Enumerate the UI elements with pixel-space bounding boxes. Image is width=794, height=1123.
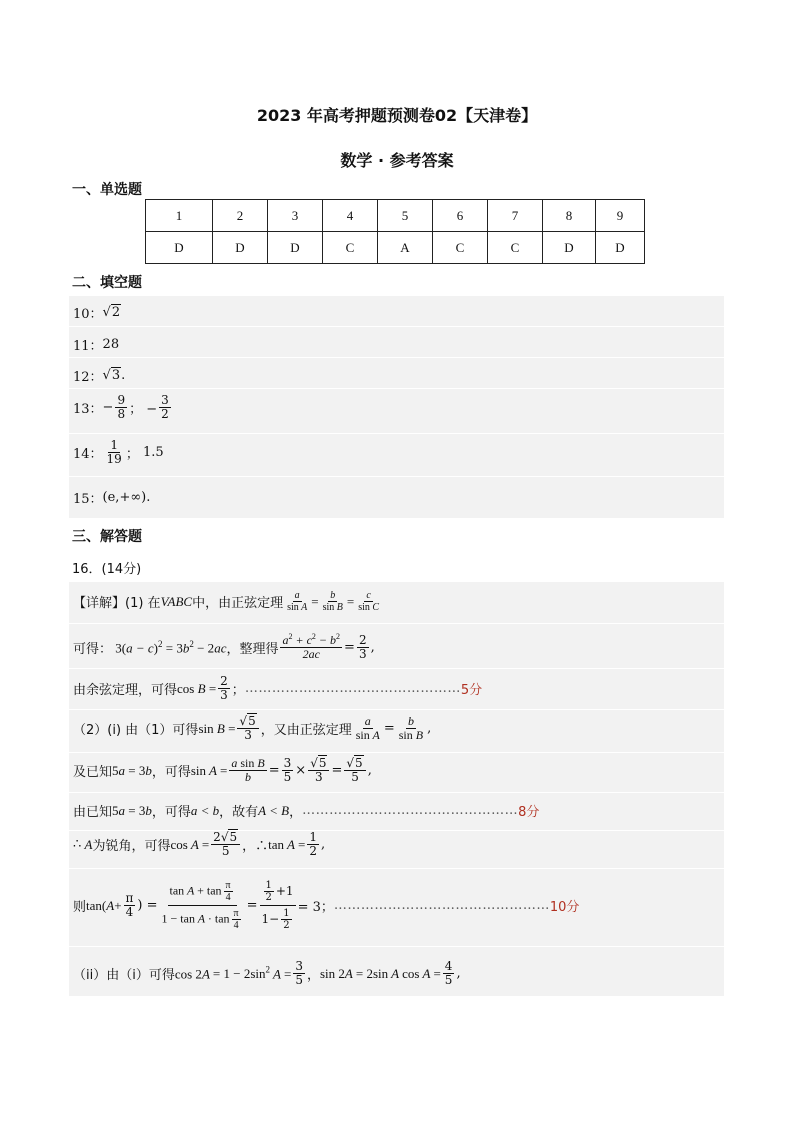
fraction: $\frac{b}{\text{sin B}}$ — [322, 590, 343, 613]
fraction: $\frac{c}{\text{sin C}}$ — [358, 590, 380, 613]
solution-line-5: 及已知 5a = 3b ，可得 sin A = $\frac{\text{a sin B}}{b}$ = $\frac{3}{5}$ × $\frac{√5}{3}$ = $\frac{√5}{5}$ , — [73, 756, 372, 785]
question-number-cell: 3 — [268, 200, 323, 232]
fraction: $\frac{2}{3}$ — [358, 632, 367, 661]
solution-line-4: （2）(i) 由（1）可得 sin B = $\frac{√5}{3}$ ，又由正弦定理 $\frac{a}{\text{sin A}}$ = $\frac{b}{\text{sin B}}$ , — [73, 714, 432, 743]
section-heading-solutions: 三、解答题 — [72, 529, 142, 545]
sqrt-expression: √3 — [102, 368, 121, 383]
fraction: $\frac{√5}{3}$ — [237, 715, 258, 742]
fraction: $\frac{2√5}{5}$ — [211, 831, 240, 858]
fill-label: 15： — [73, 492, 103, 507]
fraction: $\frac{4}{5}$ — [444, 959, 453, 988]
fraction: $\frac{1}{19}$ — [106, 438, 122, 467]
solution-line-1: 【详解】(1) 在 VABC 中，由正弦定理 $\frac{a}{\text{sin A}}$ = $\frac{b}{\text{sin B}}$ = $\frac{c}{\text{sin C}}$ — [73, 590, 380, 613]
fill-label: 12： — [73, 370, 103, 385]
fill-label: 13： — [73, 402, 103, 418]
fraction: $\frac{√5}{5}$ — [344, 757, 365, 784]
fill-answer-13: 13： − $\frac{9}{8}$ ； − $\frac{3}{2}$ — [73, 393, 169, 422]
fraction: $\frac{\pi}{4}$ — [125, 890, 134, 919]
fill-label: 10： — [73, 307, 103, 322]
fill-answer-10 — [73, 303, 121, 322]
question-number-cell: 9 — [596, 200, 645, 232]
fraction: $\frac{a}{\text{sin A}}$ — [287, 590, 308, 613]
fill-value: 28 — [102, 337, 120, 352]
solution-line-2: 可得： $3(a - c)^2 = 3b^2 - 2ac$ ，整理得 $\frac{a^2 + c^2 - b^2}{2ac}$ = $\frac{2}{3}$ , — [73, 632, 375, 662]
fraction: $\frac{3}{5}$ — [295, 959, 303, 988]
question-number-cell: 5 — [378, 200, 433, 232]
score-marker: 8分 — [518, 805, 540, 820]
answer-cell: D — [213, 232, 268, 264]
fraction: $\frac{1}{2}$ — [309, 830, 317, 859]
answer-table-row-answers — [146, 232, 645, 264]
fill-label: 14： — [73, 447, 103, 463]
solution-line-7: ∴ A 为锐角，可得 cos A = $\frac{2√5}{5}$ ，∴ tan A = $\frac{1}{2}$ , — [73, 830, 326, 859]
page-title: 2023 年高考押题预测卷02【天津卷】 — [256, 106, 538, 125]
fill-value: 1.5 — [142, 445, 164, 461]
question-16-header: 16．(14分) — [72, 562, 142, 577]
answer-cell: D — [543, 232, 596, 264]
fraction: $\frac{b}{\text{sin B}}$ — [398, 714, 424, 743]
question-number-cell: 8 — [543, 200, 596, 232]
answer-cell: A — [378, 232, 433, 264]
sqrt-expression: √2 — [102, 305, 121, 320]
fill-answer-15 — [73, 488, 150, 507]
answer-table — [145, 199, 645, 264]
question-number-cell: 4 — [323, 200, 378, 232]
fraction: $\frac{3}{5}$ — [283, 756, 292, 785]
fill-answer-12: 12： √3 . — [73, 368, 126, 385]
fraction: $\frac{2}{3}$ — [220, 674, 228, 703]
fill-label: 11： — [73, 339, 103, 354]
fraction: $\frac{a}{\text{sin A}}$ — [355, 714, 380, 743]
score-marker: 10分 — [549, 900, 580, 915]
question-number-cell: 1 — [146, 200, 213, 232]
section-heading-fill-blank: 二、填空题 — [72, 275, 142, 291]
answer-table-row-numbers — [146, 200, 645, 232]
detail-label: 【详解】(1) 在 — [73, 596, 161, 611]
fill-answer-14: 14： $\frac{1}{19}$ ； 1.5 — [73, 438, 164, 467]
fraction: $\frac{1}{2}$ +1 1− $\frac{1}{2}$ — [261, 880, 294, 931]
answer-cell: C — [488, 232, 543, 264]
question-number-cell: 6 — [433, 200, 488, 232]
section-heading-single-choice: 一、单选题 — [72, 182, 142, 198]
score-marker: 5分 — [460, 683, 483, 699]
triangle-name: VABC — [160, 593, 193, 609]
page-subtitle: 数学 · 参考答案 — [340, 151, 454, 170]
answer-cell: D — [596, 232, 645, 264]
fraction: $\frac{\text{a sin B}}{b}$ — [231, 756, 265, 785]
solution-line-8: 则 tan(A+ $\frac{\pi}{4}$ ) = tan A + tan $\frac{\pi}{4}$ 1 − tan A · tan $\frac{\pi}{4}$ = $\frac{1}{2}$ +1 1− $\frac{1}{2}$ = 3； ………………………………………… 10分 — [73, 880, 580, 931]
solution-line-9: （ii）由（i）可得 $\cos 2A = 1 - 2\sin^2$ A = $\frac{3}{5}$ ， sin 2A = 2sin A cos A = $\frac{4}{5}$ , — [73, 959, 461, 988]
solution-line-3: 由余弦定理，可得 cos B = $\frac{2}{3}$ ； ………………………………………… 5分 — [73, 674, 483, 703]
answer-cell: C — [323, 232, 378, 264]
fraction: $\frac{3}{2}$ — [161, 393, 169, 422]
solution-line-6: 由已知 5a = 3b ，可得 a < b ，故有 A < B ， ………………………………………… 8分 — [73, 802, 540, 820]
fill-answer-11 — [73, 335, 119, 354]
answer-cell: D — [268, 232, 323, 264]
fraction: $\frac{9}{8}$ — [117, 393, 126, 422]
question-number-cell: 2 — [213, 200, 268, 232]
fraction: $\frac{√5}{3}$ — [308, 757, 329, 784]
question-number-cell: 7 — [488, 200, 543, 232]
fill-value: (e,+∞). — [102, 490, 151, 505]
answer-cell: D — [146, 232, 213, 264]
fraction: $\frac{a^2 + c^2 - b^2}{2ac}$ — [282, 632, 341, 662]
fraction: tan A + tan $\frac{\pi}{4}$ 1 − tan A · tan $\frac{\pi}{4}$ — [161, 880, 239, 931]
answer-cell: C — [433, 232, 488, 264]
